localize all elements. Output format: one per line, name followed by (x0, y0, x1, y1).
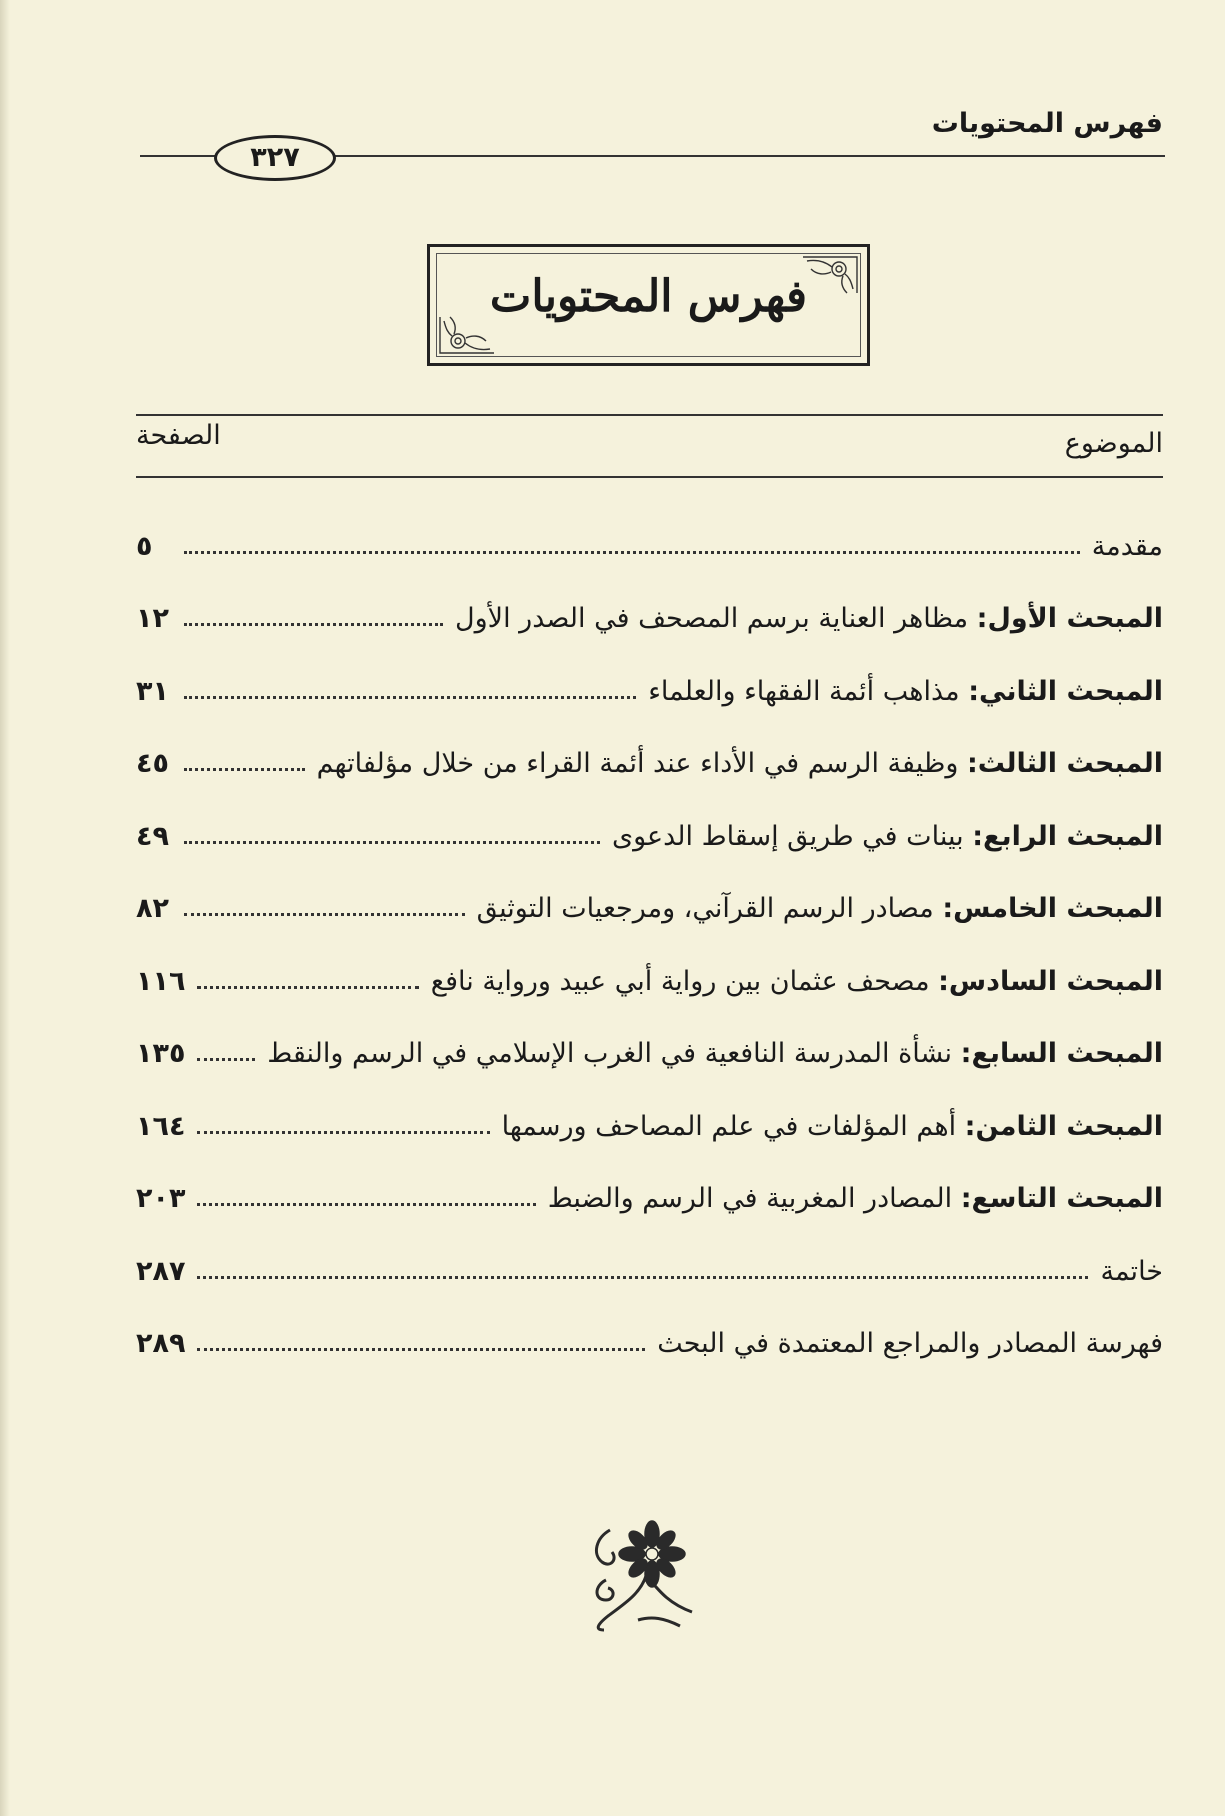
toc-entry-label (612, 821, 1163, 852)
toc-entry-label (267, 1038, 1163, 1069)
toc-entry[interactable] (136, 1163, 1163, 1236)
dot-leader (184, 696, 636, 699)
dot-leader (184, 623, 443, 626)
dot-leader (197, 1131, 489, 1134)
toc-entry-label (548, 1183, 1163, 1214)
toc-entry-label (455, 603, 1163, 634)
toc-entry-label (502, 1111, 1163, 1142)
toc-entry-page: ٨٢ (136, 893, 169, 925)
toc-entry-label (431, 966, 1163, 997)
page-number-badge: ٣٢٧ (214, 135, 336, 181)
toc-entry[interactable] (136, 1308, 1163, 1381)
toc-entry-heading: المبحث الثاني: (968, 675, 1163, 707)
toc-entries (136, 510, 1163, 1380)
toc-entry-title: مصحف عثمان بين رواية أبي عبيد ورواية نافع (430, 965, 930, 997)
title-frame (427, 244, 870, 366)
toc-entry-heading: المبحث الثالث: (966, 748, 1163, 780)
toc-entry-title: أهم المؤلفات في علم المصاحف ورسمها (501, 1110, 957, 1142)
toc-entry-title: مصادر الرسم القرآني، ومرجعيات التوثيق (476, 893, 934, 925)
toc-entry-title: مذاهب أئمة الفقهاء والعلماء (648, 675, 960, 707)
toc-entry[interactable] (136, 728, 1163, 801)
toc-entry-title: وظيفة الرسم في الأداء عند أئمة القراء من خلال مؤلفاتهم (316, 748, 959, 780)
toc-entry[interactable] (136, 583, 1163, 656)
toc-entry-heading: المبحث الرابع: (972, 820, 1163, 852)
toc-entry-label (317, 748, 1163, 779)
toc-entry[interactable] (136, 800, 1163, 873)
toc-entry-heading: المبحث السادس: (938, 965, 1163, 997)
floral-ornament-icon (580, 1520, 704, 1634)
column-header-page: الصفحة (136, 420, 221, 451)
dot-leader (197, 986, 418, 989)
toc-entry-page: ٢٠٣ (136, 1183, 186, 1215)
toc-entry-page: ٤٩ (136, 820, 169, 852)
toc-entry-page: ٢٨٩ (136, 1328, 186, 1360)
toc-entry[interactable] (136, 1090, 1163, 1163)
toc-entry-heading: المبحث الخامس: (942, 893, 1163, 925)
toc-entry-page: ١٦٤ (136, 1110, 186, 1142)
toc-entry[interactable] (136, 1018, 1163, 1091)
toc-entry-page: ١١٦ (136, 965, 186, 997)
page-title: فهرس المحتويات (489, 271, 808, 322)
column-header-topic: الموضوع (1064, 428, 1163, 459)
toc-entry-title: مقدمة (1091, 530, 1163, 562)
toc-entry-title: المصادر المغربية في الرسم والضبط (547, 1183, 953, 1215)
toc-entry-heading: المبحث الأول: (976, 603, 1163, 635)
toc-entry-page: ٣١ (136, 675, 169, 707)
toc-entry[interactable] (136, 1235, 1163, 1308)
toc-entry-heading: المبحث السابع: (960, 1038, 1163, 1070)
toc-entry-label (648, 676, 1163, 707)
toc-entry-label (1092, 531, 1163, 562)
dot-leader (197, 1203, 535, 1206)
toc-entry[interactable] (136, 510, 1163, 583)
dot-leader (184, 841, 600, 844)
toc-entry-page: ٥ (136, 530, 153, 562)
toc-entry[interactable] (136, 655, 1163, 728)
toc-entry-label (657, 1328, 1163, 1359)
dot-leader (197, 1348, 645, 1351)
toc-entry-page: ١٣٥ (136, 1038, 186, 1070)
toc-entry[interactable] (136, 873, 1163, 946)
toc-entry-page: ٢٨٧ (136, 1255, 186, 1287)
column-header-rule-top (136, 414, 1163, 416)
toc-entry-page: ٤٥ (136, 748, 169, 780)
dot-leader (184, 551, 1080, 554)
toc-entry-heading: المبحث التاسع: (960, 1183, 1163, 1215)
toc-entry-page: ١٢ (136, 603, 169, 635)
running-header-title: فهرس المحتويات (931, 108, 1163, 139)
toc-entry-label (1100, 1256, 1163, 1287)
dot-leader (184, 768, 305, 771)
column-header-rule-bottom (136, 476, 1163, 478)
toc-entry[interactable] (136, 945, 1163, 1018)
toc-entry-title: خاتمة (1100, 1255, 1163, 1287)
toc-entry-title: مظاهر العناية برسم المصحف في الصدر الأول (455, 603, 969, 635)
toc-entry-label (477, 893, 1163, 924)
toc-entry-title: بينات في طريق إسقاط الدعوى (611, 820, 964, 852)
toc-entry-title: نشأة المدرسة النافعية في الغرب الإسلامي في الرسم والنقط (267, 1038, 953, 1070)
toc-entry-heading: المبحث الثامن: (964, 1110, 1163, 1142)
dot-leader (197, 1276, 1088, 1279)
toc-entry-title: فهرسة المصادر والمراجع المعتمدة في البحث (657, 1328, 1163, 1360)
dot-leader (197, 1058, 255, 1061)
page-edge-shadow (0, 0, 10, 1816)
dot-leader (184, 913, 465, 916)
